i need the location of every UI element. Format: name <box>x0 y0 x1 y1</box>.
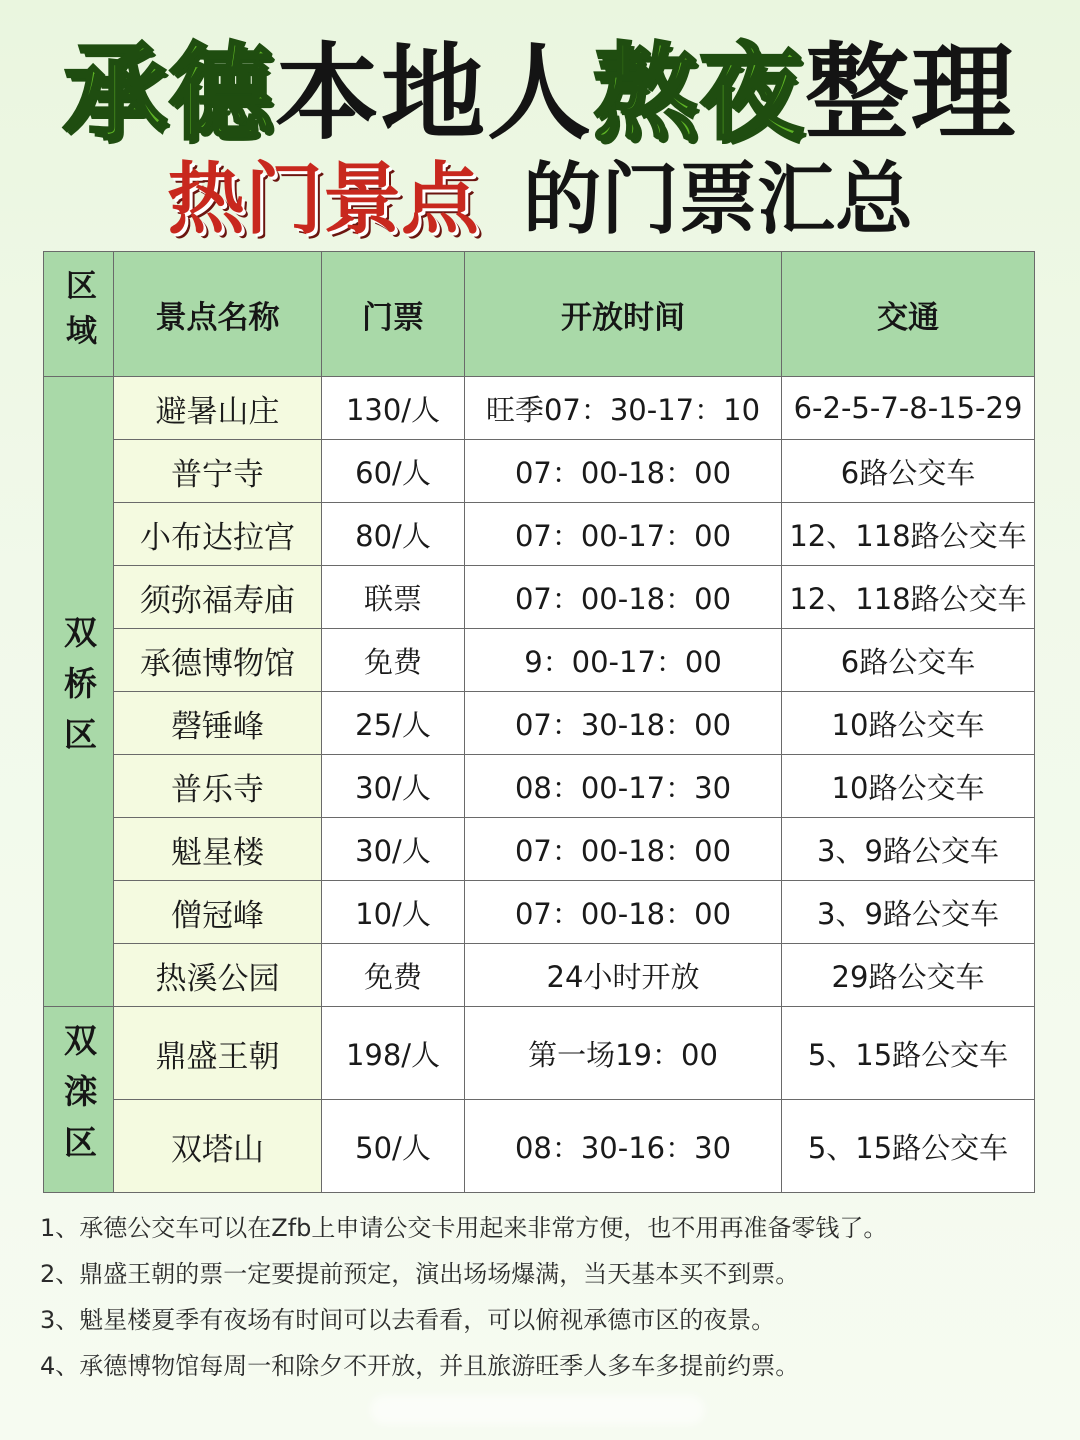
table-row <box>44 755 1035 818</box>
hours-cell: 第一场19：00 <box>465 1007 782 1100</box>
title-local: 本地人 <box>274 32 593 154</box>
transport-cell: 6-2-5-7-8-15-29 <box>782 377 1035 440</box>
hours-cell: 07：00-18：00 <box>465 440 782 503</box>
table-row <box>44 440 1035 503</box>
title-city: 承德 <box>62 32 275 154</box>
hours-cell: 07：00-17：00 <box>465 503 782 566</box>
hours-cell: 07：00-18：00 <box>465 818 782 881</box>
name-cell: 僧冠峰 <box>114 881 322 944</box>
region-cell: 双桥区 <box>44 377 114 1007</box>
hours-cell: 07：30-18：00 <box>465 692 782 755</box>
notes-list <box>40 1205 1060 1389</box>
name-cell: 普宁寺 <box>114 440 322 503</box>
ticket-cell: 30/人 <box>322 755 465 818</box>
ticket-cell: 30/人 <box>322 818 465 881</box>
name-cell: 魁星楼 <box>114 818 322 881</box>
table-header-row <box>44 252 1035 377</box>
name-cell: 热溪公园 <box>114 944 322 1007</box>
transport-cell: 3、9路公交车 <box>782 881 1035 944</box>
ticket-cell: 免费 <box>322 629 465 692</box>
blurred-watermark <box>370 1395 705 1425</box>
header-transport: 交通 <box>782 252 1035 377</box>
table-row <box>44 818 1035 881</box>
ticket-cell: 免费 <box>322 944 465 1007</box>
table-row <box>44 1007 1035 1100</box>
table-row <box>44 377 1035 440</box>
title-compiled: 整理 <box>805 32 1018 154</box>
table-row <box>44 881 1035 944</box>
hours-cell: 08：30-16：30 <box>465 1100 782 1193</box>
header-region: 区域 <box>44 252 114 377</box>
ticket-table <box>43 251 1035 1193</box>
name-cell: 双塔山 <box>114 1100 322 1193</box>
ticket-cell: 80/人 <box>322 503 465 566</box>
transport-cell: 6路公交车 <box>782 629 1035 692</box>
table-row <box>44 692 1035 755</box>
ticket-cell: 联票 <box>322 566 465 629</box>
table-row <box>44 503 1035 566</box>
ticket-cell: 25/人 <box>322 692 465 755</box>
hours-cell: 07：00-18：00 <box>465 566 782 629</box>
name-cell: 承德博物馆 <box>114 629 322 692</box>
note-item: 3、魁星楼夏季有夜场有时间可以去看看，可以俯视承德市区的夜景。 <box>40 1306 776 1334</box>
name-cell: 普乐寺 <box>114 755 322 818</box>
page-subtitle <box>0 150 1080 250</box>
ticket-cell: 10/人 <box>322 881 465 944</box>
transport-cell: 10路公交车 <box>782 755 1035 818</box>
transport-cell: 5、15路公交车 <box>782 1100 1035 1193</box>
hours-cell: 24小时开放 <box>465 944 782 1007</box>
note-item: 1、承德公交车可以在Zfb上申请公交卡用起来非常方便，也不用再准备零钱了。 <box>40 1214 888 1242</box>
ticket-cell: 50/人 <box>322 1100 465 1193</box>
ticket-cell: 60/人 <box>322 440 465 503</box>
name-cell: 鼎盛王朝 <box>114 1007 322 1100</box>
transport-cell: 6路公交车 <box>782 440 1035 503</box>
hours-cell: 旺季07：30-17：10 <box>465 377 782 440</box>
region-cell: 双滦区 <box>44 1007 114 1193</box>
subtitle-hot-spots: 热门景点 <box>166 155 479 245</box>
note-item: 4、承德博物馆每周一和除夕不开放，并且旅游旺季人多车多提前约票。 <box>40 1352 800 1380</box>
name-cell: 磬锤峰 <box>114 692 322 755</box>
note-item: 2、鼎盛王朝的票一定要提前预定，演出场场爆满，当天基本买不到票。 <box>40 1260 800 1288</box>
hours-cell: 07：00-18：00 <box>465 881 782 944</box>
transport-cell: 29路公交车 <box>782 944 1035 1007</box>
transport-cell: 3、9路公交车 <box>782 818 1035 881</box>
name-cell: 小布达拉宫 <box>114 503 322 566</box>
transport-cell: 12、118路公交车 <box>782 566 1035 629</box>
table-row <box>44 1100 1035 1193</box>
table-row <box>44 566 1035 629</box>
title-latenight: 熬夜 <box>593 32 806 154</box>
name-cell: 须弥福寿庙 <box>114 566 322 629</box>
name-cell: 避暑山庄 <box>114 377 322 440</box>
transport-cell: 10路公交车 <box>782 692 1035 755</box>
table-row <box>44 944 1035 1007</box>
header-name: 景点名称 <box>114 252 322 377</box>
transport-cell: 5、15路公交车 <box>782 1007 1035 1100</box>
table-row <box>44 629 1035 692</box>
transport-cell: 12、118路公交车 <box>782 503 1035 566</box>
hours-cell: 08：00-17：30 <box>465 755 782 818</box>
hours-cell: 9：00-17：00 <box>465 629 782 692</box>
ticket-cell: 130/人 <box>322 377 465 440</box>
page-title <box>0 28 1080 158</box>
header-hours: 开放时间 <box>465 252 782 377</box>
subtitle-ticket-summary: 的门票汇总 <box>523 155 914 245</box>
ticket-cell: 198/人 <box>322 1007 465 1100</box>
header-ticket: 门票 <box>322 252 465 377</box>
